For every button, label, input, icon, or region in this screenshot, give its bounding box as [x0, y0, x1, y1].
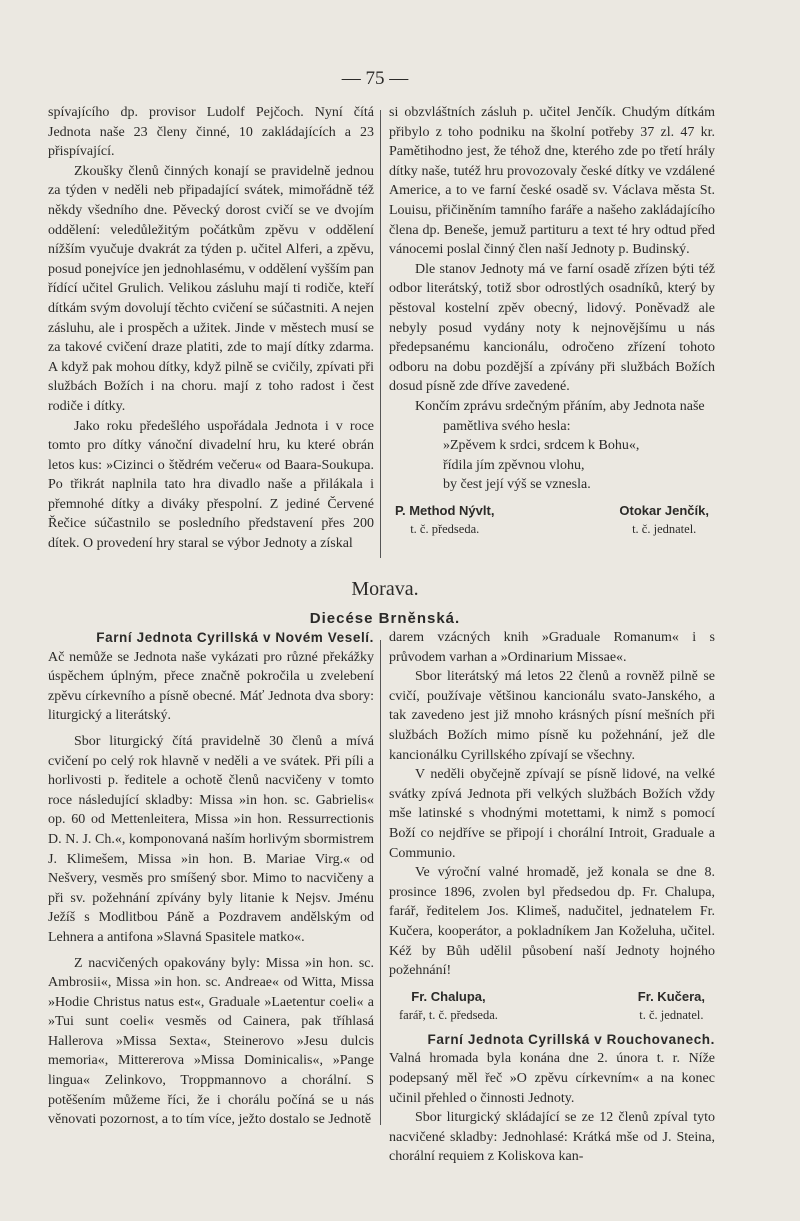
paragraph: Jako roku předešlého uspořádala Jednota i v roce tomto pro dítky vánoční divadelní hru, ku které obrán letos kus: »Cizinci o štědrém večeru« od Baara-Soukupa. Po třikrát naplnila tato hra divadlo naše a přilákala i přemnohé dítky a diváky přespolní. Z jediné Červené Řečice súčastnilo se posledního představení přes 200 dítek. O provedení hry staral se výbor Jednoty a získal — [48, 418, 374, 552]
motto-verse — [443, 417, 715, 495]
signature-role: t. č. jednatel. — [632, 522, 697, 537]
paragraph: Končím zprávu srdečným přáním, aby Jednota naše — [415, 398, 705, 414]
paragraph: si obzvláštních zásluh p. učitel Jenčík. Chudým dítkám přibylo z toho podniku na školní potřeby 37 zl. 47 kr. Pamětihodno jest, že téhož dne, kterého zde po třetí hrály dítky naše, tutéž hru provozovaly české dítky ve vzdálené Americe, a to ve farní české osadě sv. Václava města St. Louisu, přičiněním tamního faráře a našeho zakládajícího člena dp. Beneše, jemuž partituru a text té hry odtud před vánocemi poslal činný člen naší Jednoty p. Budinský. — [389, 105, 715, 258]
paragraph: V neděli obyčejně zpívají se písně lidové, na velké svátky zpívá Jednota při velkých službách Božích vždy mše latinské s vhodnými motettami, k nimž s pomocí Boží co nejdříve se připojí i chorální Introit, Graduale a Communio. — [389, 767, 715, 861]
paragraph: Sbor liturgický čítá pravidelně 30 členů a mívá cvičení po celý rok hlavně v neděli a ve svátek. Při píli a horlivosti p. ředitele a ochotě členů nacvičeny v tomto roce následující skladby: Missa »in hon. sc. Gabrielis« op. 60 od Mettenleitera, Missa »in hon. Ressurrectionis D. N. J. Ch.«, komponovaná naším horlivým sbormistrem J. Klimešem, Missa »in hon. B. Mariae Virg.« od Nešvery, vesměs pro smíšený sbor. Mimo to nacvičeny a při sv. požehnání zpívány byly litanie k Nejsv. Jménu Ježíš s Modlitbou Páně a Pozdravem andělským od Lehnera a antifona »Slavná Spasitele matko«. — [48, 733, 374, 945]
paragraph: Sbor literátský má letos 22 členů a rovněž pilně se cvičí, používaje většinou kancionálu svato-Janského, a tak zavedeno jest již mnoho krásných písní mešních při službách Božích mimo písně ku požehnání, jež dle kancionálku Cyrillského zpívají se všechny. — [389, 669, 715, 763]
top-left-column — [48, 103, 374, 554]
signatures — [389, 987, 715, 1026]
signature — [638, 987, 705, 1026]
article-heading: Farní Jednota Cyrillská v Novém Veselí. — [96, 630, 374, 645]
paragraph: Dle stanov Jednoty má ve farní osadě zřízen býti též odbor literátský, totiž sbor odrostlých osadníků, který by pěstoval kostelní zpěv obecný, lidový. Poněvadž ale nebyly posud vydány noty k nejnovějšímu u nás předepsanému kancionálu, odročeno zřízení tohoto odboru na dobu pozdější a zpívány při službách Božích dosud písně zde dříve zavedené. — [389, 261, 715, 395]
signature-name: Fr. Kučera, — [637, 988, 705, 1004]
article-heading: Farní Jednota Cyrillská v Rouchovanech. — [427, 1031, 715, 1047]
column-divider — [380, 640, 381, 1125]
subsection-title: Diecése Brněnská. — [309, 610, 461, 627]
signature-name: Otokar Jenčík, — [619, 502, 709, 518]
bottom-left-column — [48, 628, 374, 1130]
verse-line: »Zpěvem k srdci, srdcem k Bohu«, — [443, 438, 640, 454]
signature — [395, 501, 494, 540]
signature-name: Fr. Chalupa, — [411, 988, 486, 1004]
bottom-right-column — [389, 628, 715, 1167]
signature — [619, 501, 709, 540]
signatures — [389, 501, 715, 540]
paragraph: spívajícího dp. provisor Ludolf Pejčoch. Nyní čítá Jednota naše 23 členy činné, 10 zakládajících a 23 přispívající. — [48, 105, 374, 160]
section-title: Morava. — [351, 578, 419, 600]
page-number: — 75 — — [341, 68, 409, 89]
verse-line: pamětliva svého hesla: — [443, 418, 571, 434]
signature — [399, 987, 498, 1026]
paragraph: Sbor liturgický skládající se ze 12 členů zpíval tyto nacvičené skladby: Jednohlasé: Krátká mše od J. Steina, chorální requiem z Koliskova kan- — [389, 1110, 715, 1165]
signature-role: t. č. předseda. — [410, 522, 480, 537]
paragraph: Z nacvičených opakovány byly: Missa »in hon. sc. Ambrosii«, Missa »in hon. sc. Andreae« od Witta, Missa »Hodie Christus natus est«, Graduale »Laetentur coeli« a »Tui sunt coeli« vesměs od Cainera, pak tříhlasá Hallerova »Missa Sexta«, Steinerovo »Jesu dulcis memoria«, Mittererova »Missa Dominicalis«, »Pange lingua« Zelinkovo, Troppmannovo a chorální. S potěšením můžeme říci, že i chorálu počíná se u nás věnovati pozornost, a to tím více, ježto dostalo se Jednotě — [48, 955, 374, 1128]
verse-line: řídila jím zpěvnou vlohu, — [443, 457, 585, 473]
signature-role: farář, t. č. předseda. — [399, 1008, 498, 1023]
paragraph: darem vzácných knih »Graduale Romanum« i s průvodem varhan a »Ordinarium Missae«. — [389, 630, 715, 665]
signature-name: P. Method Nývlt, — [395, 502, 495, 518]
paragraph: Ve výroční valné hromadě, jež konala se dne 8. prosince 1896, zvolen byl předsedou dp. Fr. Chalupa, farář, ředitelem Jos. Klimeš, nadučitel, jednatelem Fr. Kučera, kooperátor, a pokladníkem Jan Koželuha, učitel. Kéž by Bůh udělil působení naší Jednoty hojného požehnání! — [389, 865, 715, 979]
paragraph: Zkoušky členů činných konají se pravidelně jednou za týden v neděli neb připadající svátek, mimořádně též někdy všedního dne. Pěvecký dorost cvičí se ve dvojím oddělení: veledůležitým počátkům zpěvu v oddělení nížším vyučuje dvakrát za týden p. učitel Alferi, a zpěvu, posud ponejvíce jen jednohlasému, v oddělení vyšším pan řídící učitel Grulich. Velikou zásluhu mají ti rodiče, kteří dítkám svým dovolují těchto cvičení se súčastniti. A nejen zásluhu, ale i prospěch a užitek. Jinde v městech musí se za takové cvičení draze platiti, zde to mají dítky zdarma. A když pak mohou dítky, když pilně se cvičily, zpívati při službách Božích i na choru. mají z toho radost i čest rodiče i dítky. — [48, 163, 374, 414]
column-divider — [380, 110, 381, 558]
paragraph: Valná hromada byla konána dne 2. února t. r. Níže podepsaný měl řeč »O zpěvu církevním« a na konec učinil přehled o činnosti Jednoty. — [389, 1051, 715, 1106]
verse-line: by čest její výš se vznesla. — [443, 477, 591, 493]
signature-role: t. č. jednatel. — [639, 1008, 704, 1023]
top-right-column — [389, 103, 715, 540]
paragraph: Ač nemůže se Jednota naše vykázati pro různé překážky úspěchem úplným, přece značně pokročila u zvelebení zpěvu církevního a písně obecné. Máť Jednota dva sbory: liturgický a literátský. — [48, 649, 374, 724]
